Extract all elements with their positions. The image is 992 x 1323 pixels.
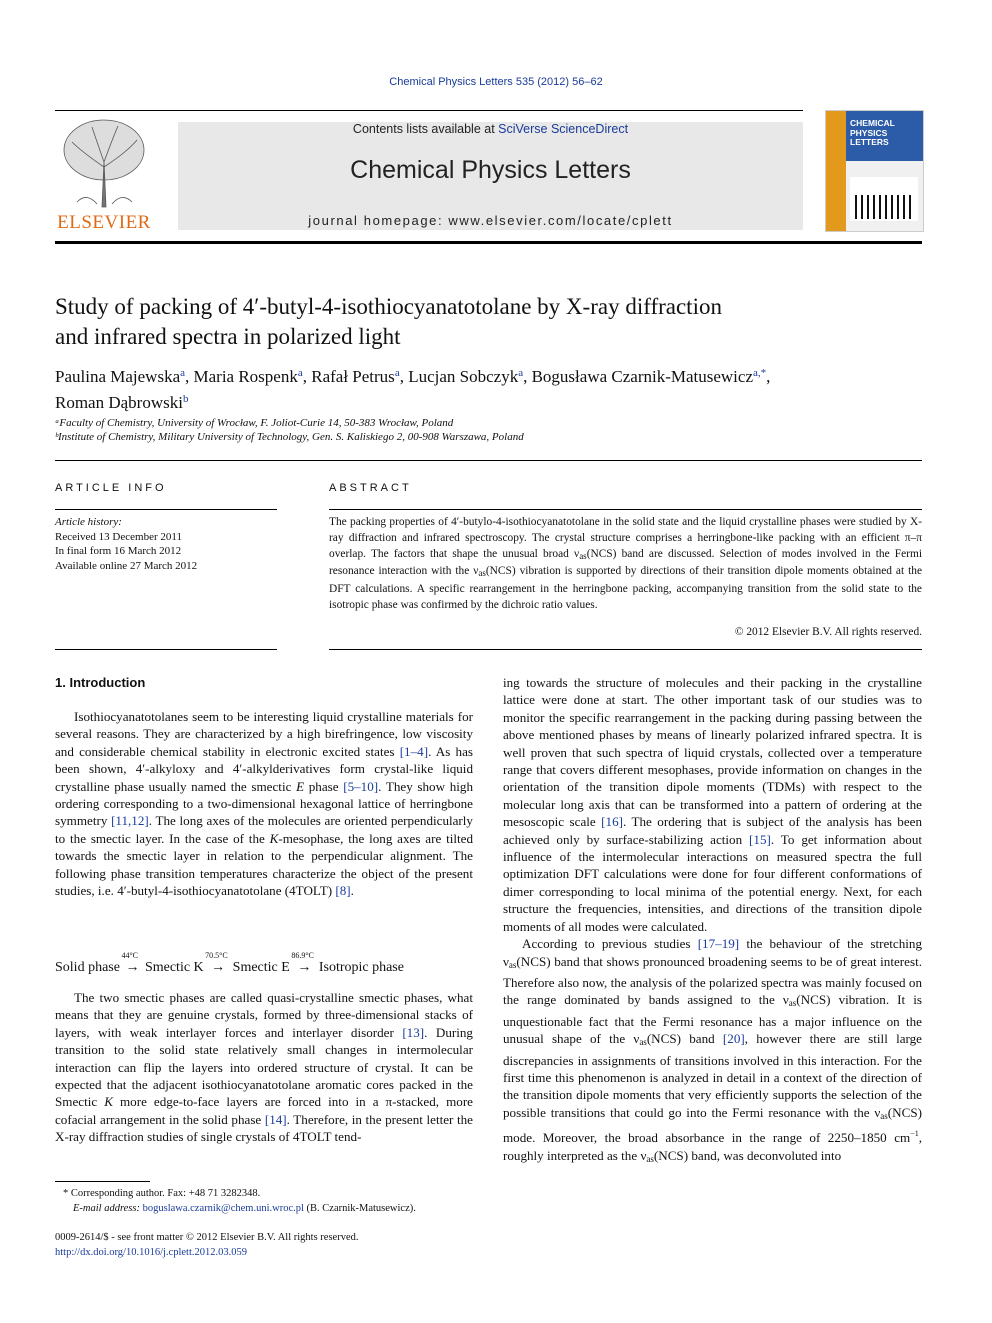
section-heading-introduction: 1. Introduction [55,675,146,690]
email-label: E-mail address: [73,1203,143,1214]
author-affiliation-mark[interactable]: b [182,393,189,405]
intro-paragraph: Isothiocyanatotolanes seem to be interesting liquid crystalline materials for several reasons. They are characterized by a high birefringence, low viscosity and considerable chemical stability in electronic excited states [1–4]. As has been shown, 4′-alkyloxy and 4′-alkylderivatives form crystal-like liquid crystalline phase usually named the smectic E phase [5–10]. They show high ordering corresponding to a two-dimensional hexagonal lattice of herringbone symmetry [11,12]. The long axes of the molecules are oriented perpendicularly to the smectic layer. In the case of the K-mesophase, the long axes are tilted towards the smectic layer in relation to the perpendicular alignment. The following phase transition temperatures characterize the object of the present studies, i.e. 4′-butyl-4-isothiocyanatotolane (4TOLT) [8]. [55,709,474,899]
intro-right-column [503,674,922,1168]
author-affiliation-mark[interactable]: a [180,367,185,379]
history-received: Received 13 December 2011 [55,530,182,543]
scheme-isotropic: Isotropic phase [318,960,404,975]
scheme-temp-1: 44°C [121,951,138,960]
affiliation-a: ᵃFaculty of Chemistry, University of Wrocław, F. Joliot-Curie 14, 50-383 Wrocław, Poland [55,417,454,429]
scheme-temp-3: 86.9°C [291,951,314,960]
cover-title-line: PHYSICS [850,127,888,138]
journal-homepage[interactable]: journal homepage: www.elsevier.com/locate/cplett [308,213,673,228]
author-affiliation-mark[interactable]: a [518,367,524,379]
author-affiliation-mark[interactable]: a,* [753,367,767,379]
email-line [55,1201,475,1216]
article-title [55,292,915,352]
abstract-copyright: © 2012 Elsevier B.V. All rights reserved. [734,626,922,638]
footnote-rule [55,1181,150,1182]
intro-left-column [55,708,473,899]
author-list: Paulina Majewska$^a$, Maria Rospenk$^a$, Rafał Petrus$^a$, Lucjan Sobczyk$^a$, Bogusława Czarnik-Matusewicz$^{a,*}$, Roman Dąbrowski$^b$ [55,367,771,412]
cover-title-line: LETTERS [850,137,889,147]
header-top-rule [55,110,803,111]
contents-line [178,122,803,136]
author-name: Roman Dąbrowski [55,393,183,412]
email-suffix: (B. Czarnik-Matusewicz). [303,1203,416,1214]
issn-line: 0009-2614/$ - see front matter © 2012 Elsevier B.V. All rights reserved. [55,1232,359,1243]
author-name: Bogusława Czarnik-Matusewicz [531,367,754,386]
author-name: Maria Rospenk [193,367,298,386]
intro-paragraph: ing towards the structure of molecules and their packing in the crystalline lattice were done at start. The other important task of our studies was to monitor the specific rearrangement in the packing during passing between the above mentioned phases by means of linearly polarized infrared spectra. It is well proven that such spectra of liquid crystals, collected over a temperature range that covers different mesophases, provide information on changes in the orientation of the transition dipole moments (TDMs) with respect to the molecular long axis that can be transformed into a pattern of ordering at the mesoscopic scale [16]. The ordering that is subject of the analysis has been achieved only by surface-stabilizing action [15]. To get information about influence of the intermolecular interactions on measured spectra the full optimization DFT calculations were done for four different conformations of dimer corresponding to local minima of the potential energy. Next, for each structure the frequencies, intensities, and directions of the transition dipole moments of all modes were calculated. [503,675,922,934]
intro-paragraph: According to previous studies [17–19] the behaviour of the stretching $\nu_{as}(NCS)$ band that shows pronounced broadening seems to be of great interest. Therefore also now, the analysis of the polarized spectra was mainly focused on the range dominated by bands assigned to the $\nu_{as}(NCS)$ vibration. It is unquestionable fact that the Fermi resonance has a major influence on the unusual shape of the $\nu_{as}(NCS)$ band [20], however there are still large discrepancies in assignments of transitions involved in this interaction. For the first time this phenomenon is analyzed in detail in a context of the direction of the transition dipole moments that very efficiently supports the selection of the possible transitions that could go into the Fermi resonance with the $\nu_{as}(NCS)$ mode. Moreover, the broad absorbance in the range of 2250–1850 $cm^{-1}$, roughly interpreted as the $\nu_{as}(NCS)$ band, was deconvoluted into [503,936,922,1164]
scheme-temp-2: 70.5°C [205,951,228,960]
article-info-bottom-rule [55,649,277,650]
cover-title [850,119,895,148]
phase-transition-scheme: Solid phase → 44°C Smectic K → 70.5°C Smectic E → 86.9°C Isotropic phase [55,951,404,975]
corresponding-author: * Corresponding author. Fax: +48 71 3282348. [63,1188,261,1199]
scheme-smectic-k: Smectic K [144,960,204,975]
journal-cover-thumbnail [825,110,924,232]
intro-left-column-2 [55,989,473,1146]
scheme-solid: Solid phase [55,960,120,975]
author-affiliation-mark[interactable]: a [394,367,400,379]
abstract-bottom-rule [329,649,922,650]
journal-title: Chemical Physics Letters [350,156,631,184]
cover-title-line: CHEMICAL [850,118,895,128]
abstract-heading: ABSTRACT [329,482,412,494]
sciencedirect-link[interactable]: SciVerse ScienceDirect [498,122,629,136]
author-name: Paulina Majewska [55,367,181,386]
article-info-heading: ARTICLE INFO [55,482,167,494]
cover-graphic [850,177,918,221]
author-name: Rafał Petrus [311,367,395,386]
title-line-1: Study of packing of 4′-butyl-4-isothiocyanatotolane by X-ray diffraction [55,294,722,319]
journal-reference[interactable]: Chemical Physics Letters 535 (2012) 56–62 [389,76,603,88]
email-link[interactable]: boguslawa.czarnik@chem.uni.wroc.pl [142,1203,304,1214]
author-affiliation-mark[interactable]: a [297,367,303,379]
contents-prefix: Contents lists available at [352,122,499,136]
doi-link[interactable]: http://dx.doi.org/10.1016/j.cplett.2012.03.059 [55,1247,248,1258]
cover-side-stripe [826,111,846,231]
front-matter-rule [55,460,922,461]
author-name: Lucjan Sobczyk [408,367,519,386]
history-final-form: In final form 16 March 2012 [55,545,182,557]
intro-paragraph: The two smectic phases are called quasi-crystalline smectic phases, what means that they are genuine crystals, formed by three-dimensional stacks of layers, with weak interlayer forces and interlayer disorder [13]. During transition to the solid state relatively small changes in intermolecular interaction can flip the layers into ordered structure of crystal. It can be expected that the adjacent isothiocyanatotolane aromatic cores packed in the Smectic K more edge-to-face layers are forced into in a π-stacked, more cofacial arrangement in the solid phase [14]. Therefore, in the present letter the X-ray diffraction studies of single crystals of 4TOLT tend- [55,990,473,1145]
abstract-text: The packing properties of 4′-butylo-4-isothiocyanatotolane in the solid state and the liquid crystalline phases were studied by X-ray diffraction and infrared spectroscopy. The crystal structure comprises a herringbone-like packing with an efficient π–π overlap. The factors that shape the unusual broad $\nu_{as}(NCS)$ band are discussed. Selection of modes involved in the Fermi resonance interaction with the $\nu_{as}(NCS)$ vibration is supported by directions of their transition dipole moments obtained at the DFT calculations. A specific rearrangement in the herringbone packing, accompanying transition from the solid state to the isotropic phase was confirmed by the dichroic ratio values. [329,516,922,611]
abstract-rule [329,509,922,510]
scheme-smectic-e: Smectic E [232,960,290,975]
history-online: Available online 27 March 2012 [55,559,198,572]
footnote-corresponding [55,1186,475,1216]
article-info-rule [55,509,277,510]
elsevier-wordmark: ELSEVIER [57,212,151,233]
affiliation-b: ᵇInstitute of Chemistry, Military University of Technology, Gen. S. Kaliskiego 2, 00-908 Warszawa, Poland [55,431,524,443]
article-history [55,515,277,573]
issn-block [55,1230,475,1260]
title-line-2: and infrared spectra in polarized light [55,324,401,349]
history-label: Article history: [55,516,122,528]
header-bottom-rule [55,241,922,244]
